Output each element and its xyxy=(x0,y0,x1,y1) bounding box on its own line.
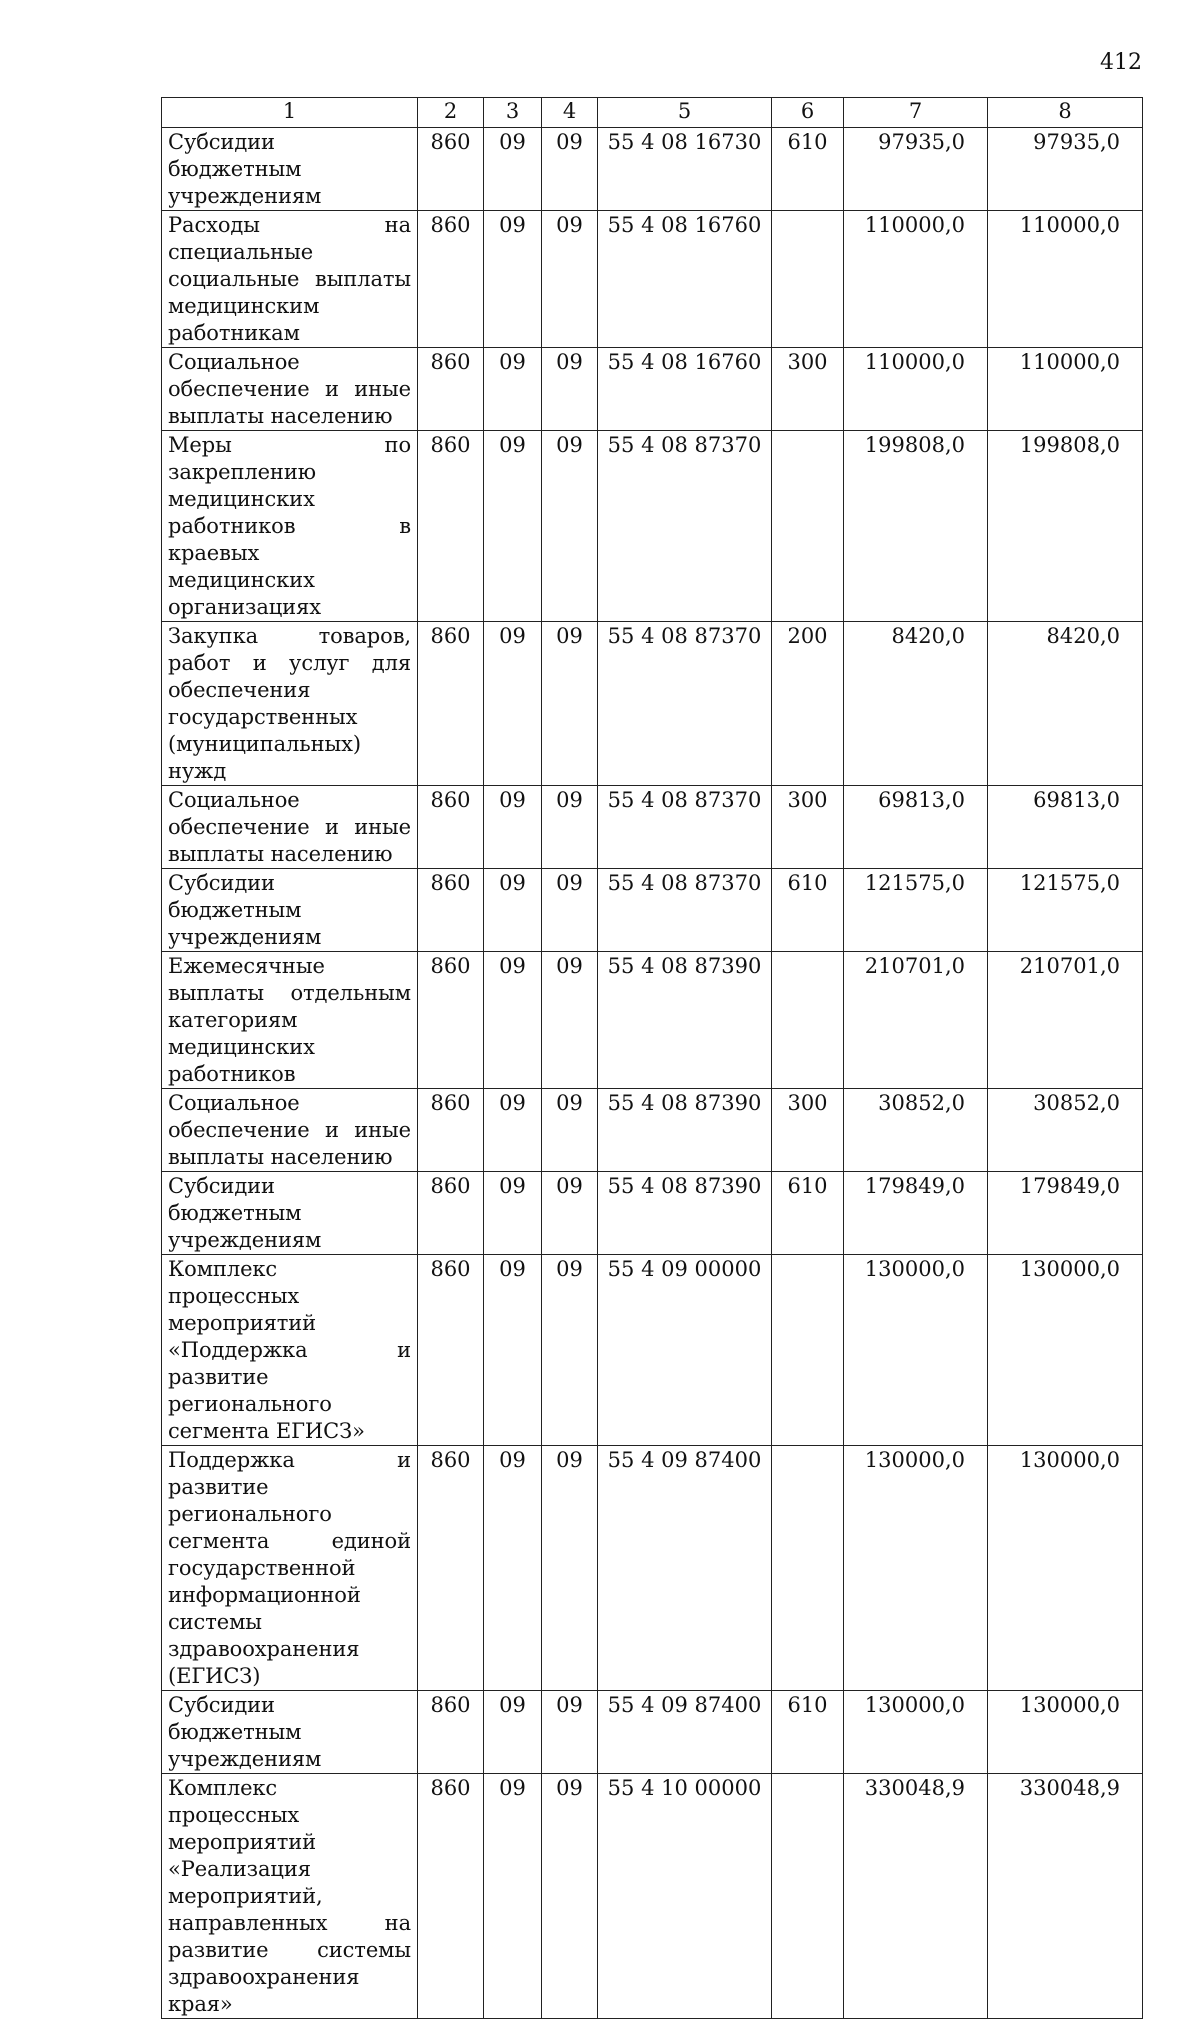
section-cell: 09 xyxy=(484,786,542,869)
expense-type-cell: 610 xyxy=(772,1691,844,1774)
item-name-cell: Комплекс процессных мероприятий «Реализация мероприятий, направленных на развитие системы здравоохранения края» xyxy=(162,1774,418,2019)
ministry-code-cell: 860 xyxy=(418,348,484,431)
ministry-code-cell: 860 xyxy=(418,1255,484,1446)
table-row xyxy=(162,128,1143,211)
table-row xyxy=(162,431,1143,622)
subsection-cell: 09 xyxy=(542,1446,598,1691)
target-article-cell: 55 4 09 87400 xyxy=(598,1691,772,1774)
amount-year2-cell: 110000,0 xyxy=(988,348,1143,431)
ministry-code-cell: 860 xyxy=(418,1089,484,1172)
subsection-cell: 09 xyxy=(542,869,598,952)
subsection-cell: 09 xyxy=(542,1089,598,1172)
item-name-cell: Субсидии бюджетным учреждениям xyxy=(162,1691,418,1774)
target-article-cell: 55 4 08 87370 xyxy=(598,431,772,622)
page-number: 412 xyxy=(1100,50,1142,75)
header-row xyxy=(162,98,1143,128)
ministry-code-cell: 860 xyxy=(418,869,484,952)
table-row xyxy=(162,786,1143,869)
expense-type-cell: 610 xyxy=(772,1172,844,1255)
section-cell: 09 xyxy=(484,211,542,348)
amount-year1-cell: 130000,0 xyxy=(844,1446,988,1691)
item-name-cell: Ежемесячные выплаты отдельным категориям медицинских работников xyxy=(162,952,418,1089)
table-row xyxy=(162,1774,1143,2019)
table-row xyxy=(162,1691,1143,1774)
table-row xyxy=(162,622,1143,786)
subsection-cell: 09 xyxy=(542,1255,598,1446)
section-cell: 09 xyxy=(484,952,542,1089)
expense-type-cell: 610 xyxy=(772,869,844,952)
header-cell: 8 xyxy=(988,98,1143,128)
expense-type-cell xyxy=(772,1446,844,1691)
section-cell: 09 xyxy=(484,1255,542,1446)
ministry-code-cell: 860 xyxy=(418,952,484,1089)
expense-type-cell xyxy=(772,211,844,348)
item-name-cell: Расходы на специальные социальные выплаты медицинским работникам xyxy=(162,211,418,348)
section-cell: 09 xyxy=(484,348,542,431)
amount-year1-cell: 8420,0 xyxy=(844,622,988,786)
table-row xyxy=(162,1446,1143,1691)
ministry-code-cell: 860 xyxy=(418,786,484,869)
table-row xyxy=(162,952,1143,1089)
target-article-cell: 55 4 08 87390 xyxy=(598,1089,772,1172)
item-name-cell: Субсидии бюджетным учреждениям xyxy=(162,1172,418,1255)
target-article-cell: 55 4 08 16760 xyxy=(598,348,772,431)
header-cell: 5 xyxy=(598,98,772,128)
ministry-code-cell: 860 xyxy=(418,1172,484,1255)
amount-year2-cell: 179849,0 xyxy=(988,1172,1143,1255)
amount-year2-cell: 30852,0 xyxy=(988,1089,1143,1172)
amount-year1-cell: 97935,0 xyxy=(844,128,988,211)
item-name-cell: Социальное обеспечение и иные выплаты населению xyxy=(162,786,418,869)
ministry-code-cell: 860 xyxy=(418,128,484,211)
table-row xyxy=(162,1172,1143,1255)
amount-year1-cell: 30852,0 xyxy=(844,1089,988,1172)
item-name-cell: Закупка товаров, работ и услуг для обеспечения государственных (муниципальных) нужд xyxy=(162,622,418,786)
expense-type-cell: 300 xyxy=(772,1089,844,1172)
subsection-cell: 09 xyxy=(542,211,598,348)
target-article-cell: 55 4 08 16760 xyxy=(598,211,772,348)
section-cell: 09 xyxy=(484,1691,542,1774)
ministry-code-cell: 860 xyxy=(418,1774,484,2019)
table-row xyxy=(162,869,1143,952)
target-article-cell: 55 4 08 16730 xyxy=(598,128,772,211)
amount-year1-cell: 69813,0 xyxy=(844,786,988,869)
item-name-cell: Поддержка и развитие регионального сегмента единой государственной информационной системы здравоохранения (ЕГИСЗ) xyxy=(162,1446,418,1691)
amount-year2-cell: 130000,0 xyxy=(988,1691,1143,1774)
subsection-cell: 09 xyxy=(542,431,598,622)
expense-type-cell: 200 xyxy=(772,622,844,786)
header-cell: 1 xyxy=(162,98,418,128)
header-cell: 2 xyxy=(418,98,484,128)
expense-type-cell xyxy=(772,1255,844,1446)
amount-year2-cell: 8420,0 xyxy=(988,622,1143,786)
budget-table xyxy=(161,97,1143,2019)
section-cell: 09 xyxy=(484,128,542,211)
table-row xyxy=(162,348,1143,431)
amount-year2-cell: 121575,0 xyxy=(988,869,1143,952)
amount-year2-cell: 199808,0 xyxy=(988,431,1143,622)
amount-year1-cell: 179849,0 xyxy=(844,1172,988,1255)
amount-year1-cell: 110000,0 xyxy=(844,348,988,431)
amount-year2-cell: 210701,0 xyxy=(988,952,1143,1089)
amount-year1-cell: 210701,0 xyxy=(844,952,988,1089)
amount-year2-cell: 130000,0 xyxy=(988,1255,1143,1446)
amount-year2-cell: 97935,0 xyxy=(988,128,1143,211)
subsection-cell: 09 xyxy=(542,952,598,1089)
subsection-cell: 09 xyxy=(542,1774,598,2019)
amount-year2-cell: 69813,0 xyxy=(988,786,1143,869)
amount-year1-cell: 130000,0 xyxy=(844,1255,988,1446)
section-cell: 09 xyxy=(484,622,542,786)
header-cell: 4 xyxy=(542,98,598,128)
header-cell: 7 xyxy=(844,98,988,128)
amount-year1-cell: 330048,9 xyxy=(844,1774,988,2019)
ministry-code-cell: 860 xyxy=(418,211,484,348)
target-article-cell: 55 4 10 00000 xyxy=(598,1774,772,2019)
amount-year2-cell: 110000,0 xyxy=(988,211,1143,348)
amount-year1-cell: 199808,0 xyxy=(844,431,988,622)
expense-type-cell xyxy=(772,1774,844,2019)
expense-type-cell xyxy=(772,952,844,1089)
item-name-cell: Меры по закреплению медицинских работников в краевых медицинских организациях xyxy=(162,431,418,622)
subsection-cell: 09 xyxy=(542,1172,598,1255)
section-cell: 09 xyxy=(484,1446,542,1691)
table-row xyxy=(162,211,1143,348)
subsection-cell: 09 xyxy=(542,786,598,869)
ministry-code-cell: 860 xyxy=(418,1691,484,1774)
target-article-cell: 55 4 08 87370 xyxy=(598,786,772,869)
target-article-cell: 55 4 08 87390 xyxy=(598,952,772,1089)
subsection-cell: 09 xyxy=(542,128,598,211)
expense-type-cell: 300 xyxy=(772,348,844,431)
target-article-cell: 55 4 08 87390 xyxy=(598,1172,772,1255)
amount-year2-cell: 330048,9 xyxy=(988,1774,1143,2019)
target-article-cell: 55 4 09 87400 xyxy=(598,1446,772,1691)
section-cell: 09 xyxy=(484,431,542,622)
subsection-cell: 09 xyxy=(542,348,598,431)
section-cell: 09 xyxy=(484,1774,542,2019)
ministry-code-cell: 860 xyxy=(418,622,484,786)
subsection-cell: 09 xyxy=(542,622,598,786)
amount-year1-cell: 130000,0 xyxy=(844,1691,988,1774)
amount-year1-cell: 121575,0 xyxy=(844,869,988,952)
ministry-code-cell: 860 xyxy=(418,431,484,622)
section-cell: 09 xyxy=(484,1089,542,1172)
subsection-cell: 09 xyxy=(542,1691,598,1774)
table-row xyxy=(162,1255,1143,1446)
expense-type-cell xyxy=(772,431,844,622)
item-name-cell: Субсидии бюджетным учреждениям xyxy=(162,869,418,952)
amount-year2-cell: 130000,0 xyxy=(988,1446,1143,1691)
item-name-cell: Субсидии бюджетным учреждениям xyxy=(162,128,418,211)
expense-type-cell: 610 xyxy=(772,128,844,211)
ministry-code-cell: 860 xyxy=(418,1446,484,1691)
target-article-cell: 55 4 08 87370 xyxy=(598,622,772,786)
target-article-cell: 55 4 08 87370 xyxy=(598,869,772,952)
amount-year1-cell: 110000,0 xyxy=(844,211,988,348)
table-row xyxy=(162,1089,1143,1172)
header-cell: 3 xyxy=(484,98,542,128)
item-name-cell: Социальное обеспечение и иные выплаты населению xyxy=(162,1089,418,1172)
section-cell: 09 xyxy=(484,1172,542,1255)
item-name-cell: Социальное обеспечение и иные выплаты населению xyxy=(162,348,418,431)
item-name-cell: Комплекс процессных мероприятий «Поддержка и развитие регионального сегмента ЕГИСЗ» xyxy=(162,1255,418,1446)
section-cell: 09 xyxy=(484,869,542,952)
expense-type-cell: 300 xyxy=(772,786,844,869)
header-cell: 6 xyxy=(772,98,844,128)
target-article-cell: 55 4 09 00000 xyxy=(598,1255,772,1446)
